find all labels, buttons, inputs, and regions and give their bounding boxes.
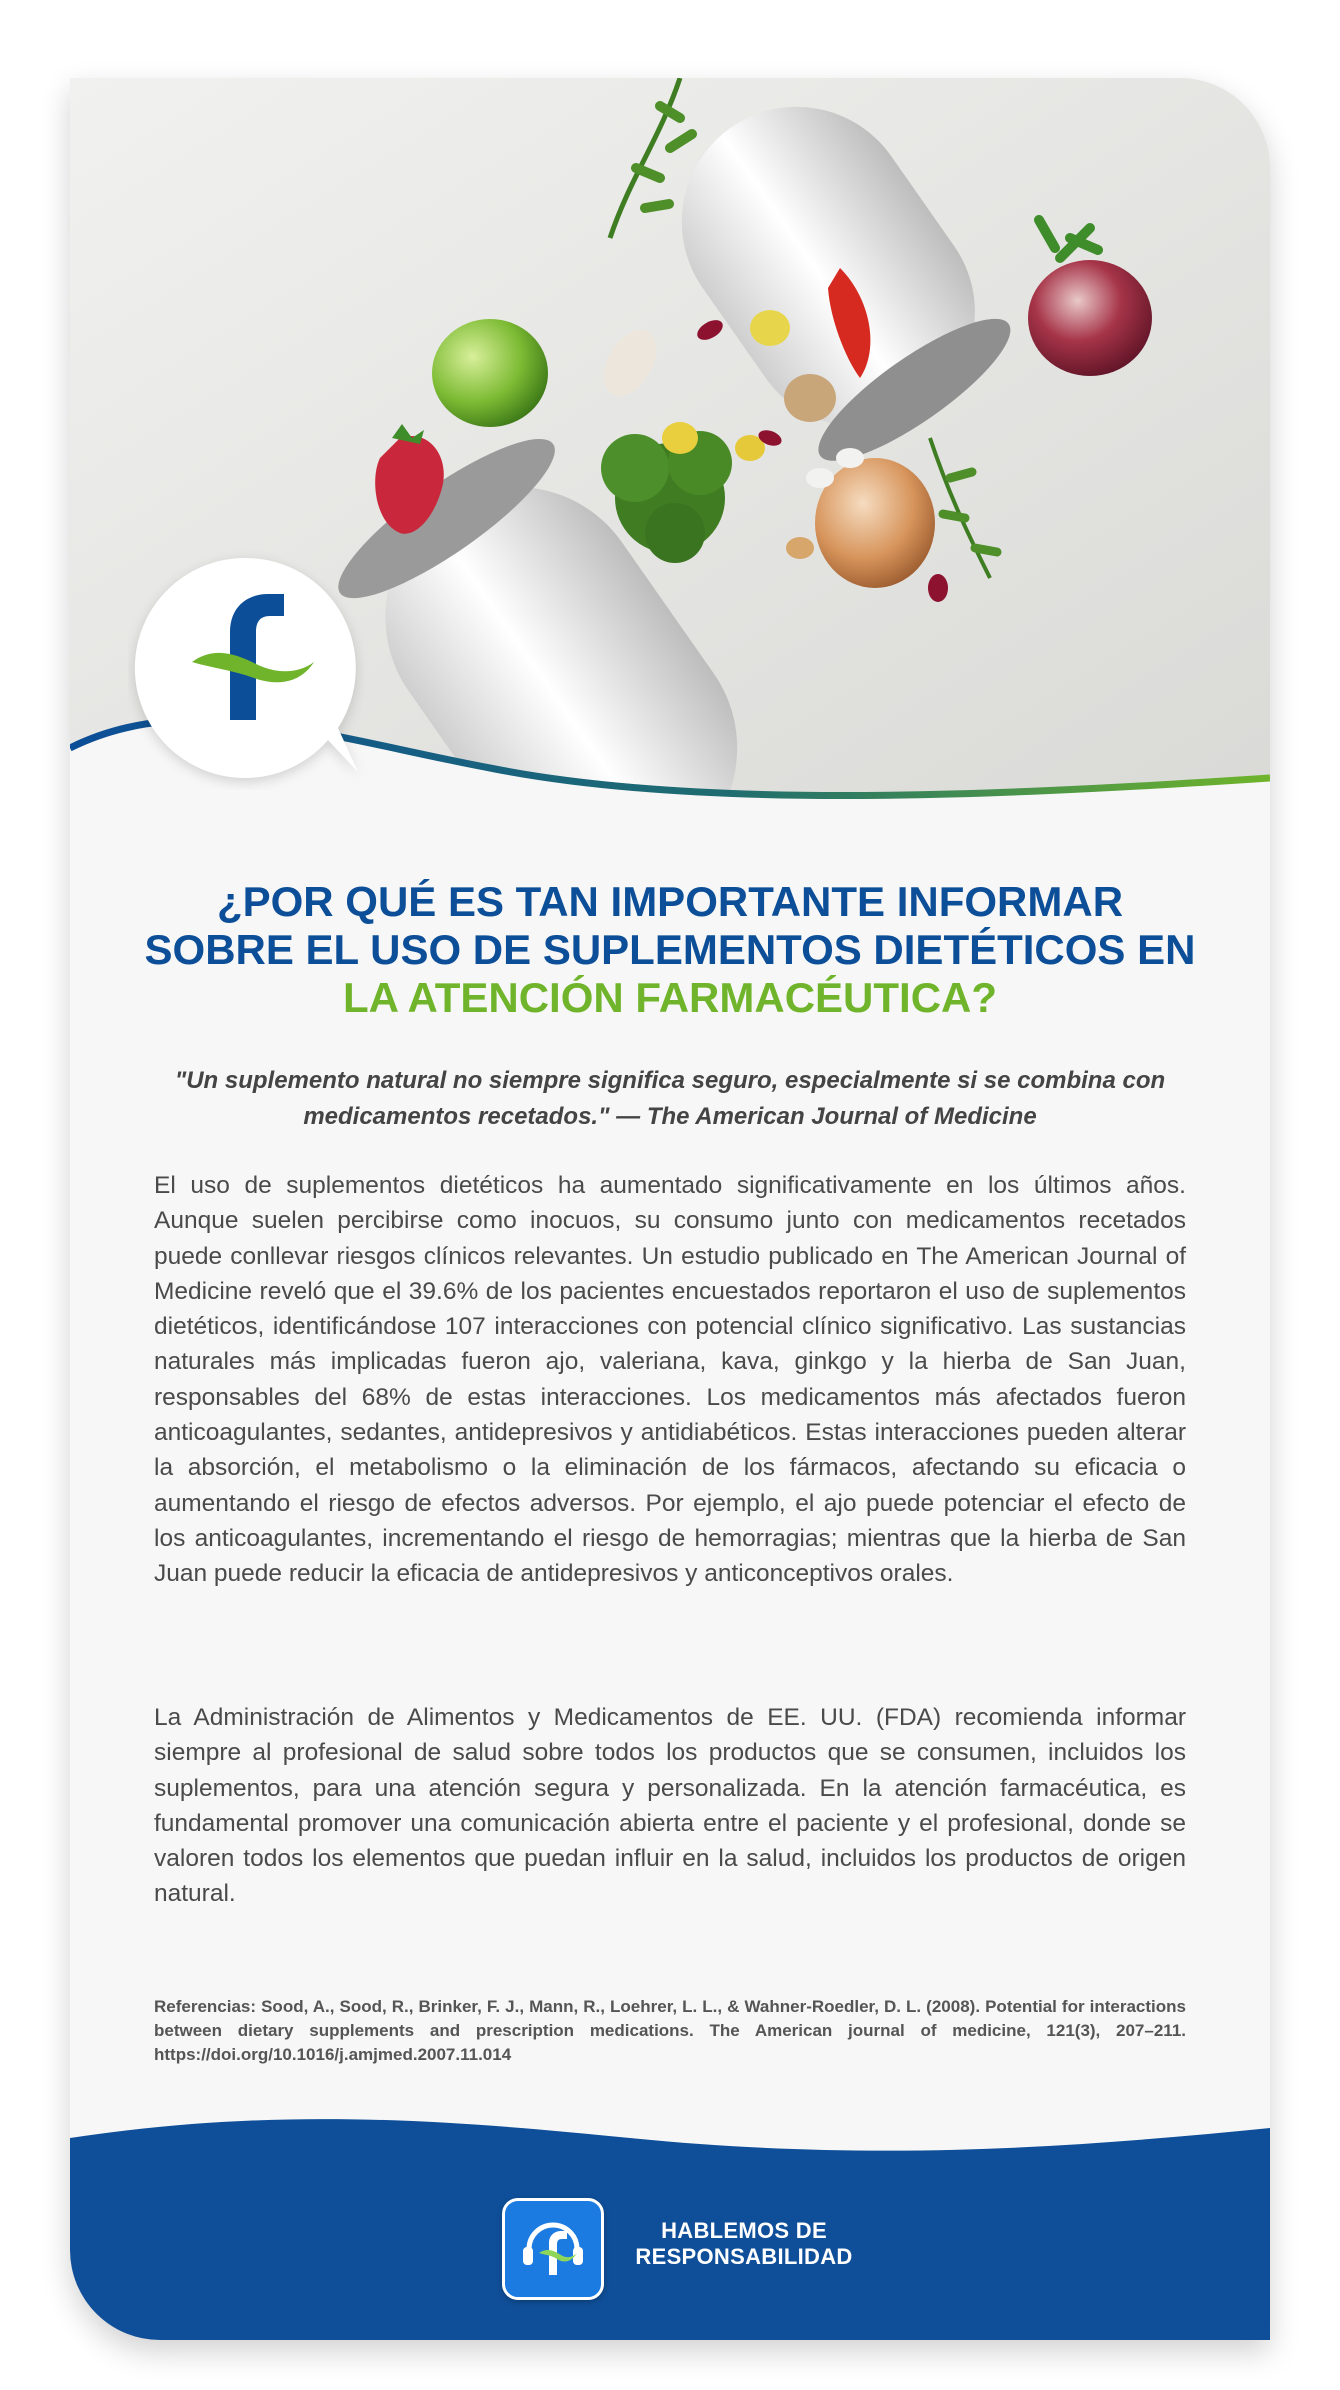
- title-line-1: ¿POR QUÉ ES TAN IMPORTANTE INFORMAR: [216, 878, 1124, 925]
- footer-line-1: HABLEMOS DE: [661, 2218, 827, 2243]
- title-line-3: LA ATENCIÓN FARMACÉUTICA?: [342, 974, 998, 1021]
- footer-line-2: RESPONSABILIDAD: [635, 2244, 853, 2269]
- pull-quote: "Un suplemento natural no siempre significa seguro, especialmente si se combina con medicamentos recetados." — The American Journal of Medicine: [174, 1067, 1166, 1130]
- references: Referencias: Sood, A., Sood, R., Brinker, F. J., Mann, R., Loehrer, L. L., & Wahner-Roedler, D. L. (2008). Potential for interactions between dietary supplements and prescription medications. The American journal of medicine, 121(3), 207–211. https://doi.org/10.1016/j.amjmed.2007.11.014: [154, 1997, 1186, 2064]
- logo-bubble: [128, 550, 368, 790]
- headset-f-icon: [502, 2198, 604, 2300]
- title-line-2: SOBRE EL USO DE SUPLEMENTOS DIETÉTICOS EN: [144, 926, 1196, 973]
- page-title: [130, 878, 1210, 1022]
- body-paragraph-2: La Administración de Alimentos y Medicamentos de EE. UU. (FDA) recomienda informar siempre al profesional de salud sobre todos los productos que se consumen, incluidos los suplementos, para una atención segura y personalizada. En la atención farmacéutica, es fundamental promover una comunicación abierta entre el paciente y el profesional, donde se valoren todos los elementos que puedan influir en la salud, incluidos los productos de origen natural.: [154, 1704, 1186, 1908]
- infographic-card: [70, 78, 1270, 2340]
- footer-slogan: [614, 2218, 874, 2270]
- f-logo-icon: [128, 550, 368, 790]
- body-paragraph-1: El uso de suplementos dietéticos ha aumentado significativamente en los últimos años. Aunque suelen percibirse como inocuos, su consumo junto con medicamentos recetados puede conllevar riesgos clínicos relevantes. Un estudio publicado en The American Journal of Medicine reveló que el 39.6% de los pacientes encuestados reportaron el uso de suplementos dietéticos, identificándose 107 interacciones con potencial clínico significativo. Las sustancias naturales más implicadas fueron ajo, valeriana, kava, ginkgo y la hierba de San Juan, responsables del 68% de estas interacciones. Los medicamentos más afectados fueron anticoagulantes, sedantes, antidepresivos y antidiabéticos. Estas interacciones pueden alterar la absorción, el metabolismo o la eliminación de los fármacos, afectando su eficacia o aumentando el riesgo de efectos adversos. Por ejemplo, el ajo puede potenciar el efecto de los anticoagulantes, incrementando el riesgo de hemorragias; mientras que la hierba de San Juan puede reducir la eficacia de antidepresivos y anticonceptivos orales.: [154, 1172, 1186, 1588]
